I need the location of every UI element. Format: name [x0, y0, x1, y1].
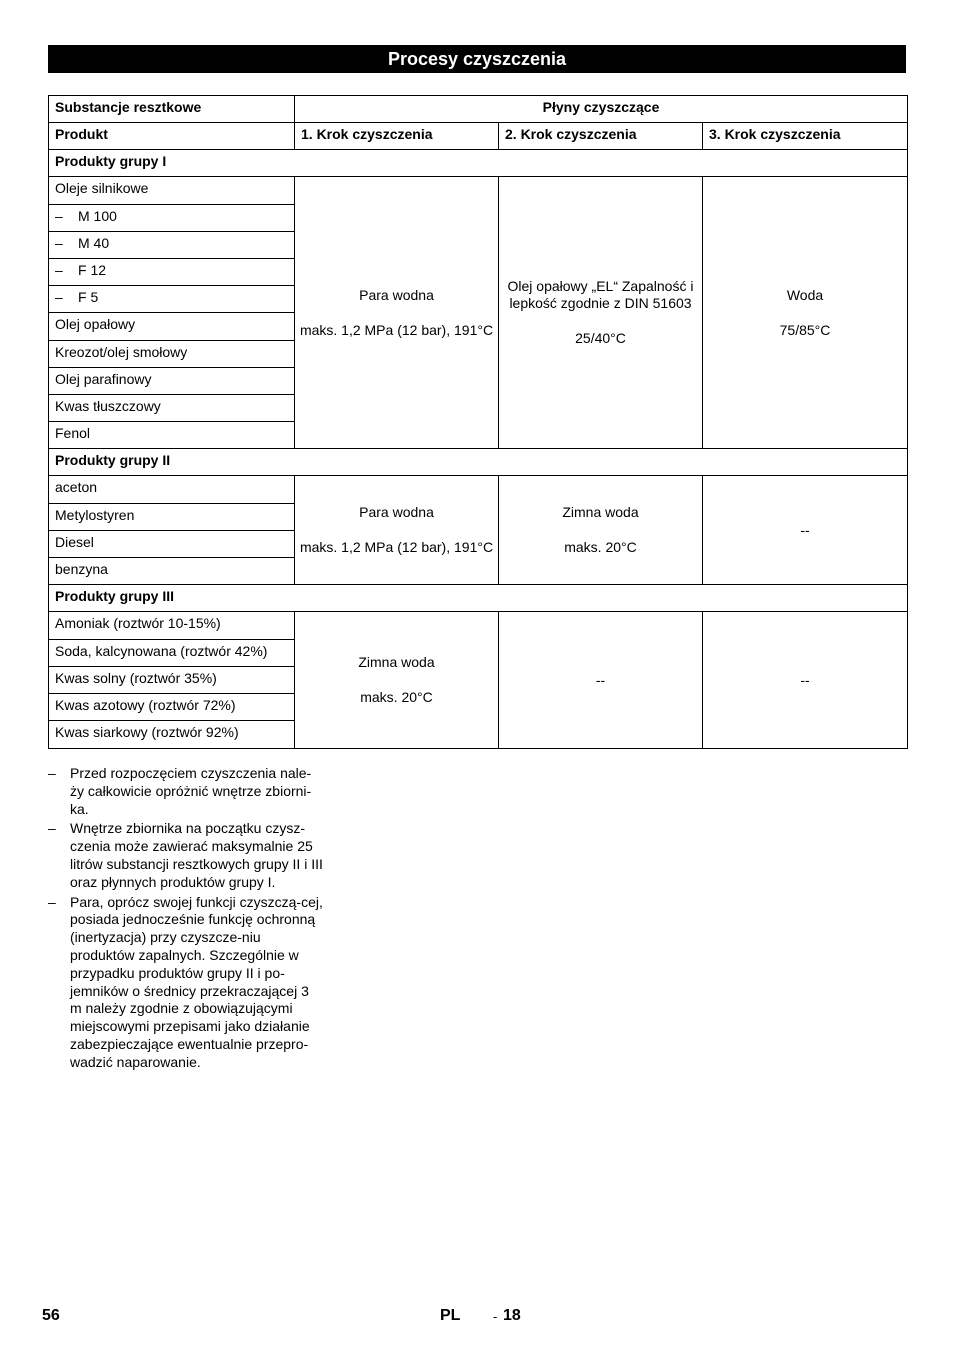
list-item: – Para, oprócz swojej funkcji czyszczą-cej, posiada jednocześnie funkcję ochronną (inertyzacja) przy czyszcze-niu produktów zapalnych. Szczególnie w przypadku produktów grupy II i po-jemników o średnicy przekraczającej 3 m należy zgodnie z obowiązującymi miejscowymi przepisami jako działanie zabezpieczające ewentualnie przepro-wadzić naparowanie.	[48, 893, 323, 1070]
header-step-2: 2. Krok czyszczenia	[499, 123, 703, 150]
table-row: Olej parafinowy	[49, 368, 295, 395]
header-step-1: 1. Krok czyszczenia	[295, 123, 499, 150]
group-2-step-3: --	[703, 476, 908, 585]
group-1-label: Produkty grupy I	[49, 150, 908, 177]
table-row: Kwas tłuszczowy	[49, 395, 295, 422]
header-step-3: 3. Krok czyszczenia	[703, 123, 908, 150]
table-row: – M 40	[49, 232, 295, 259]
group-2-step-1: Para wodna maks. 1,2 MPa (12 bar), 191°C	[295, 476, 499, 585]
table-row: Kwas solny (roztwór 35%)	[49, 667, 295, 694]
group-2-label: Produkty grupy II	[49, 449, 908, 476]
table-row: aceton	[49, 476, 295, 504]
table-row: Kreozot/olej smołowy	[49, 341, 295, 368]
header-cleaning-fluids: Płyny czyszczące	[295, 96, 908, 123]
page-title: Procesy czyszczenia	[48, 45, 906, 73]
list-item: – Przed rozpoczęciem czyszczenia nale-ży całkowicie opróżnić wnętrze zbiorni-ka.	[48, 765, 312, 817]
group-2-step-2: Zimna woda maks. 20°C	[499, 476, 703, 585]
group-1-step-1: Para wodna maks. 1,2 MPa (12 bar), 191°C	[295, 177, 499, 449]
group-1-step-3: Woda 75/85°C	[703, 177, 908, 449]
group-3-step-1: Zimna woda maks. 20°C	[295, 612, 499, 749]
table-row: Metylostyren	[49, 504, 295, 531]
table-row: Oleje silnikowe	[49, 177, 295, 205]
header-substances: Substancje resztkowe	[49, 96, 295, 123]
group-3-step-2: --	[499, 612, 703, 749]
header-product: Produkt	[49, 123, 295, 150]
group-3-label: Produkty grupy III	[49, 585, 908, 612]
table-row: – F 12	[49, 259, 295, 286]
page-number: 56	[42, 1307, 60, 1324]
notes-list	[48, 765, 324, 1074]
table-row: Fenol	[49, 422, 295, 449]
list-item: – Wnętrze zbiornika na początku czysz-czenia może zawierać maksymalnie 25 litrów substancji resztkowych grupy II i III oraz płynnych produktów grupy I.	[48, 820, 323, 890]
footer-separator: -	[493, 1309, 498, 1324]
group-1-step-2: Olej opałowy „EL“ Zapalność i lepkość zgodnie z DIN 51603 25/40°C	[499, 177, 703, 449]
group-3-step-3: --	[703, 612, 908, 749]
section-page-number: 18	[503, 1307, 521, 1324]
table-row: benzyna	[49, 558, 295, 585]
table-row: Soda, kalcynowana (roztwór 42%)	[49, 640, 295, 667]
language-code: PL	[440, 1307, 461, 1324]
cleaning-process-table	[48, 95, 908, 749]
table-row: Kwas siarkowy (roztwór 92%)	[49, 721, 295, 749]
table-row: Olej opałowy	[49, 313, 295, 341]
table-row: Diesel	[49, 531, 295, 558]
table-row: – M 100	[49, 205, 295, 232]
table-row: Kwas azotowy (roztwór 72%)	[49, 694, 295, 721]
table-row: – F 5	[49, 286, 295, 313]
table-row: Amoniak (roztwór 10-15%)	[49, 612, 295, 640]
